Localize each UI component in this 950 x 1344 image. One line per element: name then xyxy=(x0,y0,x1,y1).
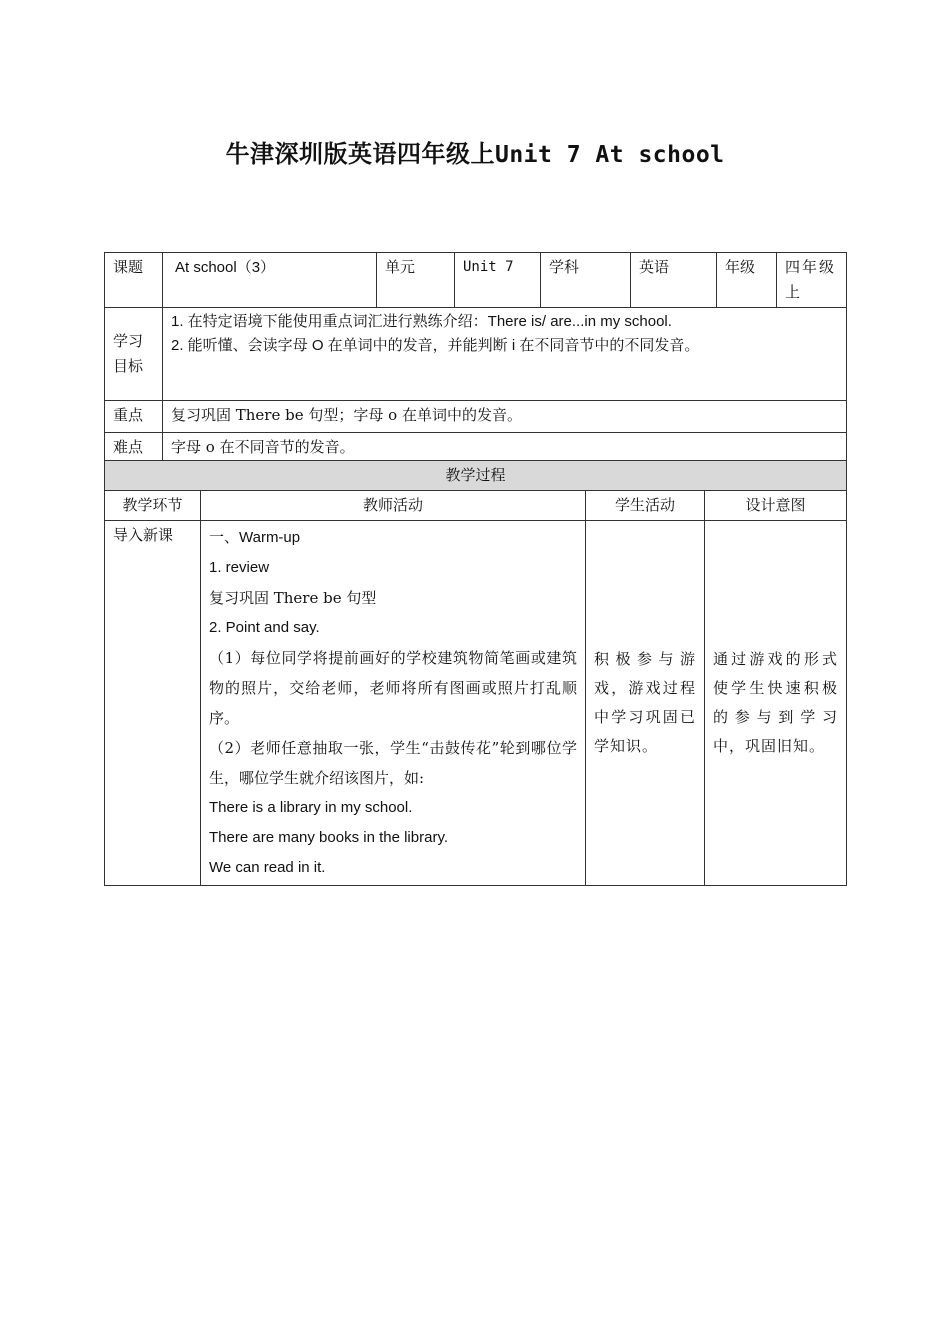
goal-item: 1. 在特定语境下能使用重点词汇进行熟练介绍：There is/ are...in my school. xyxy=(171,313,672,330)
topic-value: At school（3） xyxy=(163,253,377,308)
key-value: 复习巩固 There be 句型；字母 o 在单词中的发音。 xyxy=(163,401,847,433)
example-sentence: There is a library in my school. xyxy=(209,799,413,816)
goal-item: 2. 能听懂、会读字母 O 在单词中的发音，并能判断 i 在不同音节中的不同发音。 xyxy=(171,337,700,354)
column-header-intent: 设计意图 xyxy=(705,491,847,521)
review-item: 1. review xyxy=(209,559,270,576)
goals-label: 学习目标 xyxy=(105,308,163,401)
unit-label: 单元 xyxy=(377,253,455,308)
example-sentence: We can read in it. xyxy=(209,859,326,876)
student-activity-cell: 积极参与游戏，游戏过程中学习巩固已学知识。 xyxy=(586,521,705,886)
column-header-teacher: 教师活动 xyxy=(201,491,586,521)
unit-value: Unit 7 xyxy=(455,253,541,308)
title-en: Unit 7 At school xyxy=(494,142,725,168)
process-header: 教学过程 xyxy=(105,461,847,491)
topic-label: 课题 xyxy=(105,253,163,308)
design-intent-cell: 通过游戏的形式使学生快速积极的参与到学习中，巩固旧知。 xyxy=(705,521,847,886)
warmup-heading: 一、Warm-up xyxy=(209,529,301,546)
title-cn: 牛津深圳版英语四年级上 xyxy=(225,139,495,168)
example-sentence: There are many books in the library. xyxy=(209,829,448,846)
goals-cell xyxy=(163,308,847,401)
step-2: （2）老师任意抽取一张，学生“击鼓传花”轮到哪位学生，哪位学生就介绍该图片，如: xyxy=(209,739,577,787)
difficulty-label: 难点 xyxy=(105,433,163,465)
review-detail: 复习巩固 There be 句型 xyxy=(209,589,377,607)
column-header-student: 学生活动 xyxy=(586,491,705,521)
grade-value: 四年级上 xyxy=(777,253,847,308)
teaching-process-table xyxy=(104,460,847,886)
lesson-info-table xyxy=(104,252,847,465)
subject-label: 学科 xyxy=(541,253,631,308)
column-header-stage: 教学环节 xyxy=(105,491,201,521)
grade-label: 年级 xyxy=(717,253,777,308)
point-and-say-item: 2. Point and say. xyxy=(209,619,320,636)
difficulty-value: 字母 o 在不同音节的发音。 xyxy=(163,433,847,465)
stage-cell: 导入新课 xyxy=(105,521,201,886)
page-title xyxy=(0,134,950,169)
subject-value: 英语 xyxy=(631,253,717,308)
key-label: 重点 xyxy=(105,401,163,433)
teacher-activity-cell xyxy=(201,521,586,886)
step-1: （1）每位同学将提前画好的学校建筑物简笔画或建筑物的照片，交给老师，老师将所有图画或照片打乱顺序。 xyxy=(209,649,577,727)
